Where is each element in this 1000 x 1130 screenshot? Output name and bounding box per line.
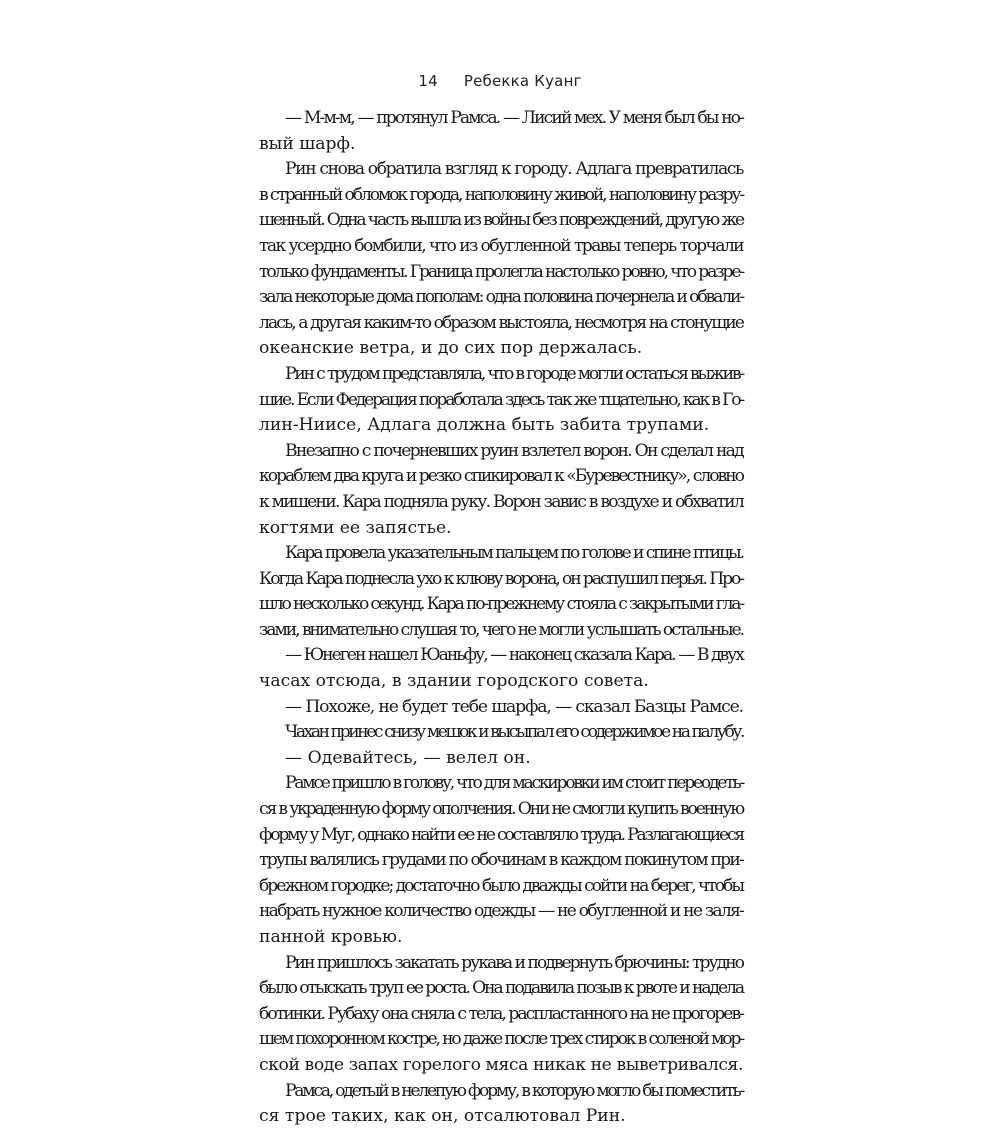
- text-line: — Похоже, не будет тебе шарфа, — сказал Базцы Рамсе.: [285, 696, 743, 717]
- running-head: [0, 72, 1000, 90]
- text-line: было отыскать труп ее роста. Она подавила позыв к рвоте и надела: [259, 978, 743, 999]
- text-line: Рамса, одетый в нелепую форму, в которую могло бы поместить-: [285, 1080, 743, 1101]
- text-line: Внезапно с почерневших руин взлетел ворон. Он сделал над: [285, 440, 743, 461]
- text-line: зала некоторые дома пополам: одна половина почернела и обвали-: [259, 287, 743, 308]
- text-line: ся трое таких, как он, отсалютовал Рин.: [259, 1106, 626, 1127]
- text-line: шло несколько секунд. Кара по-прежнему стояла с закрытыми гла-: [259, 594, 743, 615]
- text-line: — Юнеген нашел Юаньфу, — наконец сказала Кара. — В двух: [285, 645, 743, 666]
- text-line: когтями ее запястье.: [259, 517, 452, 538]
- body-text: [259, 106, 743, 1130]
- text-line: лин-Ниисе, Адлага должна быть забита трупами.: [259, 415, 710, 436]
- text-line: океанские ветра, и до сих пор держалась.: [259, 338, 643, 359]
- text-line: набрать нужное количество одежды — не обугленной и не заля-: [259, 901, 743, 922]
- text-line: ской воде запах горелого мяса никак не выветривался.: [259, 1054, 743, 1075]
- text-line: шие. Если Федерация поработала здесь так же тщательно, как в Го-: [259, 389, 743, 410]
- text-line: часах отсюда, в здании городского совета.: [259, 671, 649, 692]
- text-line: Рин пришлось закатать рукава и подвернуть брючины: трудно: [285, 952, 743, 973]
- text-line: ся в украденную форму ополчения. Они не смогли купить военную: [259, 799, 743, 820]
- text-line: лась, а другая каким-то образом выстояла, несмотря на стонущие: [259, 312, 743, 333]
- page-number: 14: [418, 72, 438, 90]
- text-line: Кара провела указательным пальцем по голове и спине птицы.: [285, 543, 743, 564]
- text-line: только фундаменты. Граница пролегла настолько ровно, что разре-: [259, 261, 743, 282]
- text-line: Когда Кара поднесла ухо к клюву ворона, он распушил перья. Про-: [259, 568, 743, 589]
- text-line: в странный обломок города, наполовину живой, наполовину разру-: [259, 184, 743, 205]
- text-line: — Одевайтесь, — велел он.: [285, 747, 531, 768]
- text-line: ботинки. Рубаху она сняла с тела, распластанного на не прогорев-: [259, 1003, 743, 1024]
- text-line: кораблем два круга и резко спикировал к «Буревестнику», словно: [259, 466, 743, 487]
- text-line: шем похоронном костре, но даже после трех стирок в соленой мор-: [259, 1029, 743, 1050]
- text-line: — М-м-м, — протянул Рамса. — Лисий мех. У меня был бы но-: [285, 108, 743, 128]
- text-line: Рин снова обратила взгляд к городу. Адлага превратилась: [285, 159, 743, 180]
- text-line: форму у Муг, однако найти ее не составляло труда. Разлагающиеся: [259, 824, 743, 845]
- text-line: трупы валялись грудами по обочинам в каждом покинутом при-: [259, 850, 743, 871]
- text-line: Рамсе пришло в голову, что для маскировки им стоит переодеть-: [285, 773, 743, 794]
- text-line: Чахан принес снизу мешок и высыпал его содержимое на палубу.: [285, 722, 744, 743]
- text-line: шенный. Одна часть вышла из войны без повреждений, другую же: [259, 210, 743, 231]
- text-line: зами, внимательно слушая то, чего не могли услышать остальные.: [259, 619, 743, 640]
- text-line: брежном городке; достаточно было дважды сойти на берег, чтобы: [259, 875, 743, 896]
- text-line: так усердно бомбили, что из обугленной травы теперь торчали: [259, 235, 743, 256]
- running-head-author: Ребекка Куанг: [463, 72, 582, 90]
- text-line: к мишени. Кара подняла руку. Ворон завис в воздухе и обхватил: [259, 491, 743, 512]
- text-line: панной кровью.: [259, 927, 403, 947]
- text-line: вый шарф.: [259, 133, 356, 154]
- text-line: Рин с трудом представляла, что в городе могли остаться выжив-: [285, 363, 743, 384]
